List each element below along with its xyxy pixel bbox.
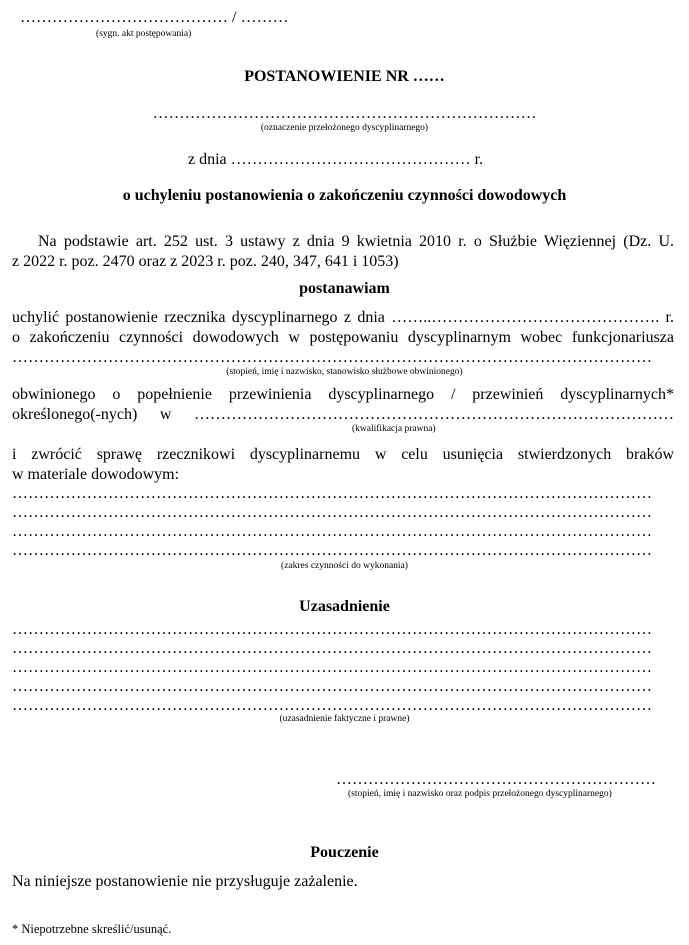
superior-caption: (oznaczenie przełożonego dyscyplinarnego) [260,123,429,133]
legal-basis-line-2: z 2022 r. poz. 2470 oraz z 2023 r. poz. 240, 347, 641 i 1053) [12,253,399,270]
decision-heading: postanawiam [299,280,390,297]
signature-dots: …………………………………………………… [336,771,656,788]
justification-line: ………………………………………………………………………………………………………… [12,621,652,638]
date-line: z dnia ……………………………………… r. [188,151,484,168]
document-title: POSTANOWIENIE NR …… [244,68,445,85]
decision-line-6: w materiale dowodowym: [12,466,180,483]
scope-line: ………………………………………………………………………………………………………… [12,485,652,502]
instruction-text: Na niniejsze postanowienie nie przysługuje zażalenie. [12,873,358,890]
justification-line: ………………………………………………………………………………………………………… [12,697,652,714]
legal-basis-line-1: Na podstawie art. 252 ust. 3 ustawy z dnia 9 kwietnia 2010 r. o Służbie Więziennej (Dz. U. [38,233,674,250]
scope-caption: (zakres czynności do wykonania) [281,561,408,571]
scope-line: ………………………………………………………………………………………………………… [12,504,652,521]
footnote: * Niepotrzebne skreślić/usunąć. [12,922,172,936]
scope-line: ………………………………………………………………………………………………………… [12,542,652,559]
justification-caption: (uzasadnienie faktyczne i prawne) [279,714,410,724]
signature-caption: (stopień, imię i nazwisko oraz podpis przełożonego dyscyplinarnego) [348,789,612,799]
decision-line-5: i zwrócić sprawę rzecznikowi dyscyplinarnemu w celu usunięcia stwierdzonych braków [12,446,674,463]
superior-dots: ……………………………………………………………… [152,105,537,122]
justification-line: ………………………………………………………………………………………………………… [12,640,652,657]
officer-dots: ………………………………………………………………………………………………………… [12,349,652,366]
qualification-caption: (kwalifikacja prawna) [352,424,436,434]
case-reference-dots: ………………………………… / ……… [20,9,289,26]
decision-line-1: uchylić postanowienie rzecznika dyscyplinarnego z dnia ……..……………………………………. r. [12,309,674,326]
document-subject: o uchyleniu postanowienia o zakończeniu czynności dowodowych [122,187,567,204]
instruction-heading: Pouczenie [310,844,379,861]
decision-line-3: obwinionego o popełnienie przewinienia dyscyplinarnego / przewinień dyscyplinarnych* [12,386,674,403]
justification-line: ………………………………………………………………………………………………………… [12,659,652,676]
officer-caption: (stopień, imię i nazwisko, stanowisko służbowe obwinionego) [226,367,463,377]
decision-line-4: określonego(-nych) w ……………………………………………………………………………… [12,406,674,423]
decision-line-2: o zakończeniu czynności dowodowych w postępowaniu dyscyplinarnym wobec funkcjonariusza [12,329,674,346]
scope-line: ………………………………………………………………………………………………………… [12,523,652,540]
justification-line: ………………………………………………………………………………………………………… [12,678,652,695]
case-reference-caption: (sygn. akt postępowania) [96,29,192,39]
justification-heading: Uzasadnienie [299,598,390,615]
